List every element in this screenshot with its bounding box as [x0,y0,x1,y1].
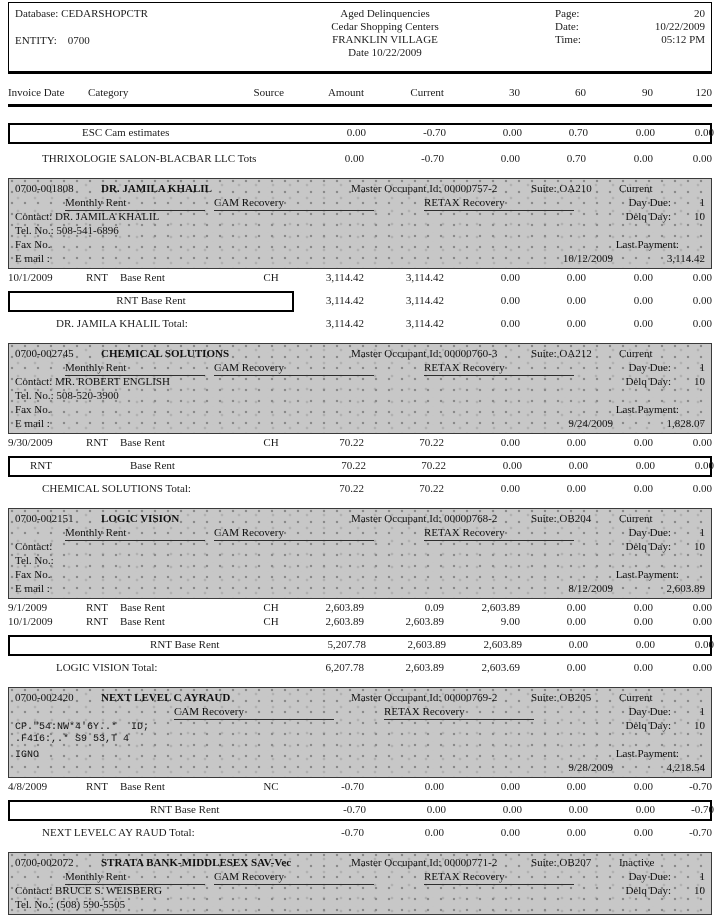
b120-cell: 0.00 [692,616,712,628]
last-payment-date: 10/12/2009 [562,253,613,265]
current-cell: 2,603.89 [407,639,446,651]
b120-cell: -0.70 [689,827,712,839]
current-cell: 0.00 [424,781,444,793]
total-label: CHEMICAL SOLUTIONS Total: [42,483,191,495]
b60-cell: 0.00 [566,662,586,674]
tenant-header [8,508,712,599]
contact-value: MR. ROBERT ENGLISH [55,376,170,388]
time-label: Time: [555,34,581,46]
tel-value: 508-541-6896 [56,225,119,237]
b60-cell: 0.00 [566,483,586,495]
fax-label: Fax No. [15,569,51,581]
b120-cell: 0.00 [692,437,712,449]
b90-cell: 0.00 [633,827,653,839]
invoice-row [8,601,712,615]
invoice-row [8,780,712,794]
col-invoice-date: Invoice Date [8,87,65,99]
report-title: Aged Delinquencies [340,8,430,20]
b60-cell: 0.00 [568,804,588,816]
category-subtotal-row [8,800,712,821]
amount-cell: -0.70 [341,781,364,793]
delq-day-label: Delq Day: [625,720,671,732]
lease-id: 0700-002420 [15,692,74,704]
current-cell: 0.00 [424,827,444,839]
b90-cell: 0.00 [635,127,655,139]
monthly-rent-heading: Monthly Rent [65,361,205,376]
col-90: 90 [642,87,653,99]
b30-cell: 0.00 [500,272,520,284]
source-cell: CH [263,616,279,628]
b90-cell: 0.00 [633,662,653,674]
suite-label: Suite: [531,857,557,869]
amount-cell: -0.70 [341,827,364,839]
current-cell: 70.22 [419,483,444,495]
occupant-id: 00000757-2 [444,183,498,195]
cam-recovery-heading: CAM Recovery [174,705,334,720]
monthly-rent-heading: Monthly Rent [65,196,205,211]
report-company: Cedar Shopping Centers [331,21,439,33]
b90-cell: 0.00 [633,295,653,307]
report-property: FRANKLIN VILLAGE [332,34,438,46]
summary-section [8,123,712,167]
amount-cell: 70.22 [339,437,364,449]
b30-cell: 0.00 [500,318,520,330]
b30-cell: 0.00 [500,295,520,307]
b120-cell: 0.00 [692,272,712,284]
amount-cell: 3,114.42 [325,318,364,330]
entity-value: 0700 [67,35,90,47]
b60-cell: 0.70 [568,127,588,139]
b30-cell: 0.00 [502,804,522,816]
occupant-id: 00000769-2 [444,692,498,704]
suite-label: Suite: [531,513,557,525]
b90-cell: 0.00 [633,483,653,495]
invoice-date: 9/1/2009 [8,602,48,614]
b120-cell: 0.00 [692,318,712,330]
category-desc: Base Rent [120,272,165,284]
tenant-total-row [8,826,712,841]
contact-label: Contact: [15,541,53,553]
b30-cell: 0.00 [502,460,522,472]
b120-cell: 0.00 [692,662,712,674]
invoice-date: 4/8/2009 [8,781,48,793]
occupant-id: 00000771-2 [444,857,498,869]
current-cell: 2,603.89 [405,662,444,674]
amount-cell: 6,207.78 [325,662,364,674]
source-cell: CH [263,272,279,284]
day-due-label: Day Due: [628,871,671,883]
cam-recovery-heading: CAM Recovery [214,361,374,376]
b30-cell: 0.00 [500,827,520,839]
entity-label: ENTITY: [15,35,57,47]
tenant-total-row [8,661,712,676]
b120-cell: 0.00 [694,127,714,139]
status-badge: Current [619,513,653,525]
amount-cell: 0.00 [346,127,366,139]
tenant-header [8,687,712,778]
page-value: 20 [694,8,705,20]
tel-value: (508) 590-5505 [56,899,126,911]
cam-recovery-heading: CAM Recovery [214,196,374,211]
current-cell: -0.70 [423,127,446,139]
delq-day-value: 10 [694,211,705,223]
b30-cell: 2,603.89 [481,602,520,614]
category-code: RNT [86,602,108,614]
report-page [0,2,720,915]
date-label: Date: [555,21,579,33]
b30-cell: 0.00 [502,127,522,139]
b60-cell: 0.00 [568,460,588,472]
subtotal-label: RNT Base Rent [150,804,220,816]
b60-cell: 0.70 [566,153,586,165]
status-badge: Current [619,183,653,195]
delq-day-value: 10 [694,541,705,553]
delq-day-value: 10 [694,885,705,897]
amount-cell: 70.22 [341,460,366,472]
header-right [555,8,705,65]
b30-cell: 2,603.69 [481,662,520,674]
database-label: Database: [15,8,59,20]
day-due-value: 1 [699,706,705,718]
b120-cell: 0.00 [694,639,714,651]
stamp-text: IGNO [15,750,40,761]
amount-cell: 3,114.42 [325,295,364,307]
b90-cell: 0.00 [635,804,655,816]
tel-label: Tel. No.: [15,225,54,237]
b30-cell: 0.00 [500,483,520,495]
current-cell: 3,114.42 [405,295,444,307]
b120-cell: 0.00 [694,460,714,472]
b30-cell: 0.00 [500,781,520,793]
fax-label: Fax No. [15,404,51,416]
last-payment-date: 8/12/2009 [568,583,613,595]
b60-cell: 0.00 [566,437,586,449]
contact-label: Contact: [15,885,53,897]
contact-value: BRUCE S. WEISBERG [55,885,163,897]
email-label: E mail : [15,253,50,265]
invoice-row [8,271,712,285]
b60-cell: 0.00 [566,827,586,839]
col-120: 120 [695,87,712,99]
retax-recovery-heading: RETAX Recovery [424,870,574,885]
occupant-id: 00000768-2 [444,513,498,525]
contact-label: Contact: [15,376,53,388]
report-header [8,2,712,74]
report-date-line: Date 10/22/2009 [348,47,422,59]
occupant-label: Master Occupant Id: [351,183,442,195]
current-cell: -0.70 [421,153,444,165]
page-label: Page: [555,8,580,20]
lease-id: 0700-002072 [15,857,74,869]
last-payment-date: 9/28/2009 [568,762,613,774]
last-payment-label: Last Payment: [615,569,679,581]
b120-cell: -0.70 [691,804,714,816]
b60-cell: 0.00 [566,318,586,330]
header-left [15,8,215,65]
subtotal-code: RNT [30,460,52,472]
current-cell: 2,603.89 [405,616,444,628]
stamp-text: ID; [131,722,150,733]
tenant-block-strata-bank [8,852,712,915]
stamp-text: .F416:,.* S9 53,T 4 [15,734,130,745]
category-code: RNT [86,437,108,449]
current-cell: 70.22 [419,437,444,449]
current-cell: 3,114.42 [405,272,444,284]
b60-cell: 0.00 [566,616,586,628]
contact-label: Contact: [15,211,53,223]
tel-label: Tel. No.: [15,390,54,402]
category-desc: Base Rent [120,616,165,628]
b30-cell: 0.00 [500,153,520,165]
lease-id: 0700-002151 [15,513,74,525]
col-category: Category [88,87,129,99]
tenant-block-chemical [8,343,712,497]
col-current: Current [410,87,444,99]
b90-cell: 0.00 [635,460,655,472]
b90-cell: 0.00 [633,616,653,628]
b90-cell: 0.00 [633,318,653,330]
amount-cell: 2,603.89 [325,616,364,628]
current-cell: 0.09 [424,602,444,614]
tenant-block-khalil [8,178,712,332]
tel-label: Tel. No.: [15,555,54,567]
tel-label: Tel. No.: [15,899,54,911]
category-code: RNT [86,781,108,793]
tenant-total-row [8,482,712,497]
category-desc: Base Rent [120,781,165,793]
invoice-date: 9/30/2009 [8,437,53,449]
subtotal-label: RNT Base Rent [150,639,220,651]
b60-cell: 0.00 [568,639,588,651]
email-label: E mail : [15,418,50,430]
source-cell: NC [263,781,279,793]
email-label: E mail : [15,583,50,595]
last-payment-amount: 1,828.07 [666,418,705,430]
category-code: RNT [86,616,108,628]
amount-cell: 70.22 [339,483,364,495]
day-due-value: 1 [699,197,705,209]
b120-cell: 0.00 [692,483,712,495]
last-payment-amount: 3,114.42 [666,253,705,265]
retax-recovery-heading: RETAX Recovery [424,526,574,541]
b90-cell: 0.00 [633,272,653,284]
invoice-row [8,436,712,450]
col-30: 30 [509,87,520,99]
occupant-id: 00000760-3 [444,348,498,360]
day-due-label: Day Due: [628,706,671,718]
b30-cell: 9.00 [500,616,520,628]
delq-day-label: Delq Day: [625,885,671,897]
category-code: RNT [86,272,108,284]
b120-cell: 0.00 [692,153,712,165]
cam-recovery-heading: CAM Recovery [214,526,374,541]
b120-cell: -0.70 [689,781,712,793]
tenant-header [8,343,712,434]
b60-cell: 0.00 [566,781,586,793]
suite-label: Suite: [531,692,557,704]
column-header-row [8,78,712,107]
suite-value: OB205 [559,692,592,704]
last-payment-amount: 2,603.89 [666,583,705,595]
category-subtotal-row [8,635,712,656]
tel-value: 508-520-3900 [56,390,119,402]
day-due-value: 1 [699,362,705,374]
last-payment-label: Last Payment: [615,748,679,760]
retax-recovery-heading: RETAX Recovery [424,361,574,376]
monthly-rent-heading: Monthly Rent [65,526,205,541]
b90-cell: 0.00 [633,153,653,165]
status-badge: Current [619,692,653,704]
total-label: NEXT LEVELC AY RAUD Total: [42,827,195,839]
total-label: LOGIC VISION Total: [56,662,158,674]
tenant-header [8,178,712,269]
day-due-label: Day Due: [628,362,671,374]
occupant-label: Master Occupant Id: [351,348,442,360]
amount-cell: 5,207.78 [327,639,366,651]
status-badge: Current [619,348,653,360]
fax-label: Fax No. [15,239,51,251]
tenant-name: NEXT LEVEL C AYRAUD [101,692,231,704]
last-payment-date: 9/24/2009 [568,418,613,430]
suite-value: OB204 [559,513,592,525]
source-cell: CH [263,437,279,449]
lease-id: 0700-001808 [15,183,74,195]
tenant-name: DR. JAMILA KHALIL [101,183,212,195]
col-60: 60 [575,87,586,99]
invoice-row [8,615,712,629]
invoice-date: 10/1/2009 [8,616,53,628]
category-subtotal-row [8,456,712,477]
delq-day-label: Delq Day: [625,541,671,553]
esc-cam-label: ESC Cam estimates [82,127,170,139]
tenant-name: LOGIC VISION [101,513,180,525]
tenant-name: CHEMICAL SOLUTIONS [101,348,230,360]
retax-recovery-heading: RETAX Recovery [424,196,574,211]
tenant-header [8,852,712,915]
subtotal-desc: Base Rent [130,460,175,472]
suite-label: Suite: [531,348,557,360]
occupant-label: Master Occupant Id: [351,857,442,869]
lease-id: 0700-002745 [15,348,74,360]
last-payment-label: Last Payment: [615,404,679,416]
monthly-rent-heading: Monthly Rent [65,870,205,885]
b90-cell: 0.00 [635,639,655,651]
database-value: CEDARSHOPCTR [61,8,148,20]
category-desc: Base Rent [120,602,165,614]
tenant-block-logic-vision [8,508,712,676]
invoice-date: 10/1/2009 [8,272,53,284]
day-due-label: Day Due: [628,527,671,539]
subtotal-label: RNT Base Rent [8,291,294,312]
delq-day-label: Delq Day: [625,211,671,223]
amount-cell: 0.00 [344,153,364,165]
current-cell: 0.00 [426,804,446,816]
time-value: 05:12 PM [661,34,705,46]
contact-value: DR. JAMILA KHALIL [55,211,160,223]
retax-recovery-heading: RETAX Recovery [384,705,534,720]
thrixologie-tots-row [8,152,712,167]
esc-cam-row [8,123,712,144]
col-amount: Amount [327,87,364,99]
suite-value: OA210 [559,183,592,195]
current-cell: 70.22 [421,460,446,472]
day-due-value: 1 [699,527,705,539]
tots-label: THRIXOLOGIE SALON-BLACBAR LLC Tots [42,153,257,165]
b30-cell: 0.00 [500,437,520,449]
amount-cell: 3,114.42 [325,272,364,284]
b30-cell: 2,603.89 [483,639,522,651]
b60-cell: 0.00 [566,272,586,284]
cam-recovery-heading: CAM Recovery [214,870,374,885]
b60-cell: 0.00 [566,602,586,614]
current-cell: 3,114.42 [405,318,444,330]
date-value: 10/22/2009 [654,21,705,33]
amount-cell: -0.70 [343,804,366,816]
day-due-value: 1 [699,871,705,883]
b60-cell: 0.00 [566,295,586,307]
category-subtotal-row [8,291,712,312]
delq-day-value: 10 [694,376,705,388]
col-source: Source [253,87,284,99]
last-payment-amount: 4,218.54 [666,762,705,774]
b120-cell: 0.00 [692,295,712,307]
tenant-name: STRATA BANK-MIDDLESEX SAV-Vec [101,857,292,869]
occupant-label: Master Occupant Id: [351,692,442,704]
suite-label: Suite: [531,183,557,195]
delq-day-value: 10 [694,720,705,732]
category-desc: Base Rent [120,437,165,449]
header-center [215,8,555,65]
last-payment-label: Last Payment: [615,239,679,251]
tenant-total-row [8,317,712,332]
day-due-label: Day Due: [628,197,671,209]
b120-cell: 0.00 [692,602,712,614]
b90-cell: 0.00 [633,602,653,614]
occupant-label: Master Occupant Id: [351,513,442,525]
total-label: DR. JAMILA KHALIL Total: [56,318,188,330]
amount-cell: 2,603.89 [325,602,364,614]
b90-cell: 0.00 [633,437,653,449]
delq-day-label: Delq Day: [625,376,671,388]
status-badge: Inactive [619,857,655,869]
suite-value: OA212 [559,348,592,360]
b90-cell: 0.00 [633,781,653,793]
suite-value: OB207 [559,857,592,869]
tenant-block-next-level [8,687,712,841]
stamp-text: CP."54:NW*4'6Y..* [15,722,118,733]
source-cell: CH [263,602,279,614]
